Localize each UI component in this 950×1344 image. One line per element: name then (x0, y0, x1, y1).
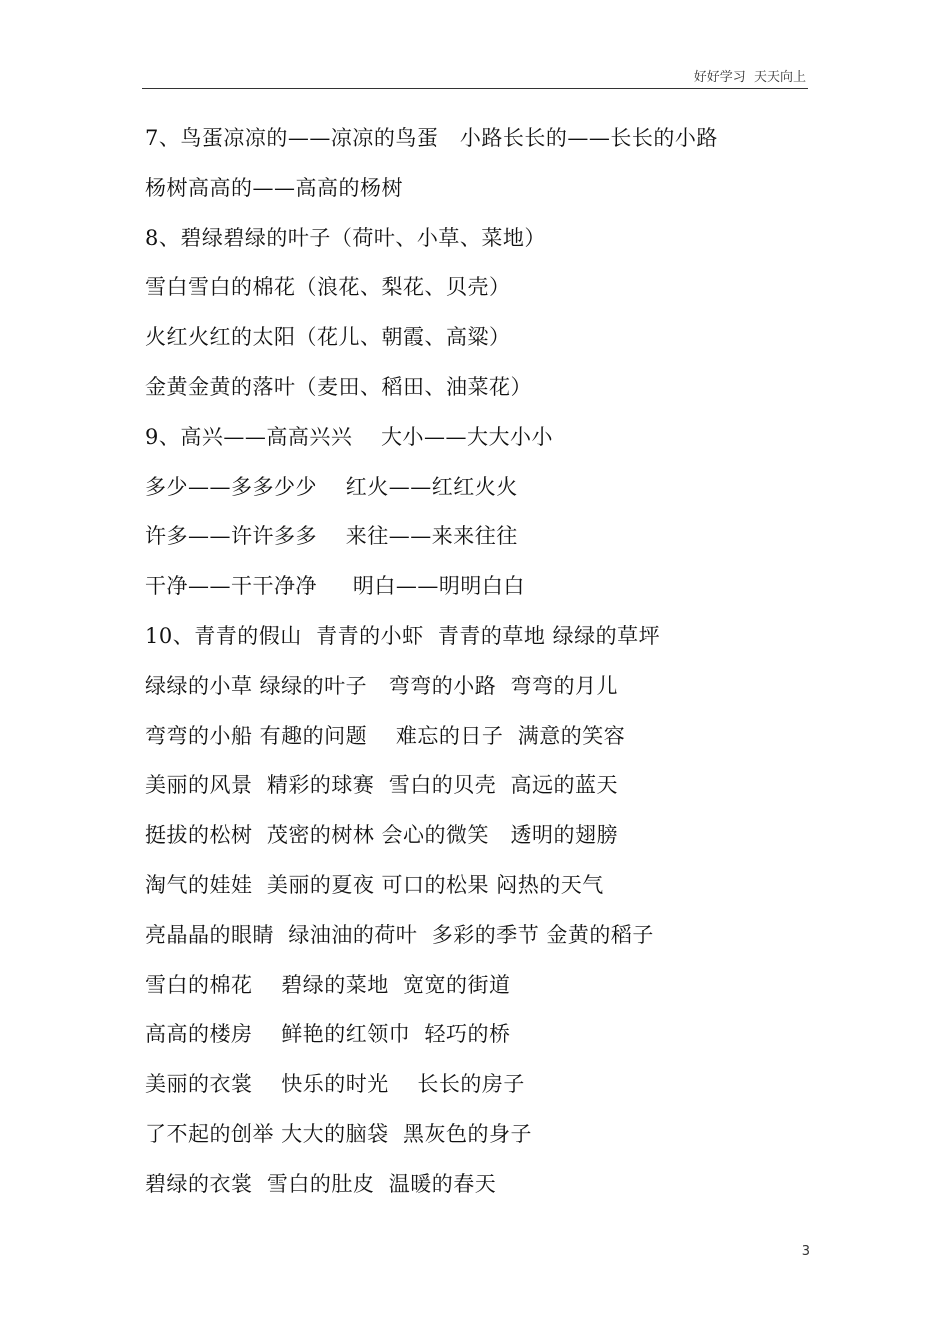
text-line: 许多——许许多多 来往——来来往往 (145, 524, 518, 549)
text-line: 干净——干干净净 明白——明明白白 (145, 574, 525, 599)
text-line: 雪白的棉花 碧绿的菜地 宽宽的街道 (145, 972, 511, 997)
text-line: 挺拔的松树 茂密的树林 会心的微笑 透明的翅膀 (145, 823, 619, 848)
text-line: 美丽的风景 精彩的球赛 雪白的贝壳 高远的蓝天 (145, 773, 619, 798)
text-line: 多少——多多少少 红火——红红火火 (145, 474, 518, 499)
text-line: 7、鸟蛋凉凉的——凉凉的鸟蛋 小路长长的——长长的小路 (145, 126, 718, 150)
text-line: 绿绿的小草 绿绿的叶子 弯弯的小路 弯弯的月儿 (145, 673, 619, 698)
header-text: 好好学习 天天向上 (693, 70, 806, 85)
text-line: 8、碧绿碧绿的叶子（荷叶、小草、菜地） (145, 225, 546, 250)
text-line: 淘气的娃娃 美丽的夏夜 可口的松果 闷热的天气 (145, 872, 604, 897)
text-line: 亮晶晶的眼睛 绿油油的荷叶 多彩的季节 金黄的稻子 (145, 922, 654, 947)
text-line: 弯弯的小船 有趣的问题 难忘的日子 满意的笑容 (145, 723, 626, 748)
text-line: 了不起的创举 大大的脑袋 黑灰色的身子 (145, 1121, 533, 1146)
page-number: 3 (801, 1244, 810, 1259)
page-header (142, 64, 808, 89)
text-line: 雪白雪白的棉花（浪花、梨花、贝壳） (145, 275, 511, 300)
text-line: 高高的楼房 鲜艳的红领巾 轻巧的桥 (145, 1022, 511, 1047)
text-line: 碧绿的衣裳 雪白的肚皮 温暖的春天 (145, 1171, 497, 1196)
document-body (145, 114, 825, 1210)
text-line: 10、青青的假山 青青的小虾 青青的草地 绿绿的草坪 (145, 623, 661, 648)
text-line: 火红火红的太阳（花儿、朝霞、高粱） (145, 325, 511, 350)
text-line: 杨树高高的——高高的杨树 (145, 175, 403, 200)
text-line: 美丽的衣裳 快乐的时光 长长的房子 (145, 1072, 525, 1097)
text-line: 9、高兴——高高兴兴 大小——大大小小 (145, 424, 554, 449)
text-line: 金黄金黄的落叶（麦田、稻田、油菜花） (145, 374, 532, 399)
